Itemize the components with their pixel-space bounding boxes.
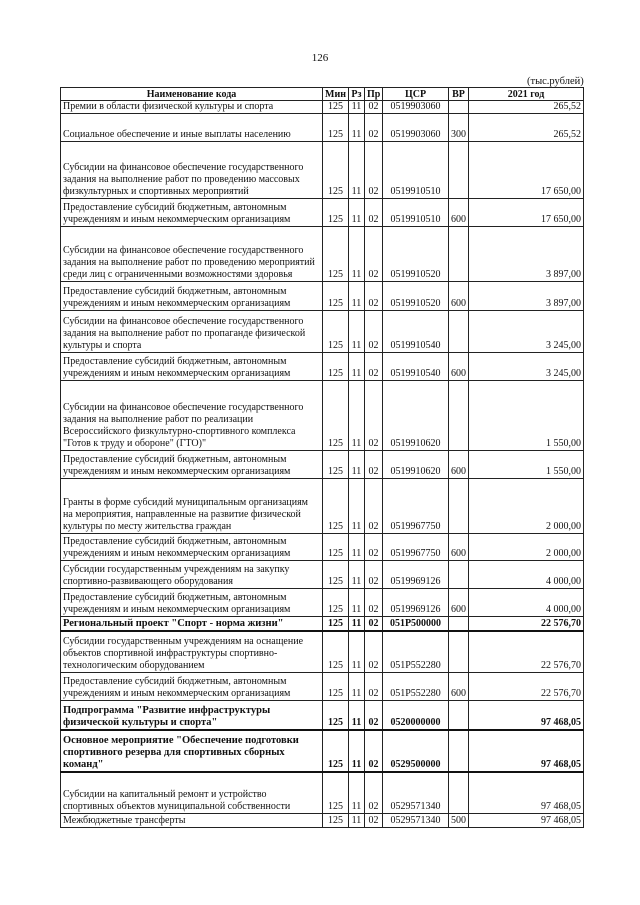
row-rz: 11: [349, 142, 365, 199]
row-amount: 3 245,00: [469, 353, 584, 381]
row-rz: 11: [349, 701, 365, 730]
row-min: 125: [323, 451, 349, 479]
row-amount: 4 000,00: [469, 589, 584, 617]
row-rz: 11: [349, 589, 365, 617]
table-row-project: [61, 617, 584, 631]
row-name: Гранты в форме субсидий муниципальным организациям на мероприятия, направленные на развитие физической культуры по месту жительства граждан: [61, 479, 323, 534]
row-pr: 02: [365, 227, 383, 282]
row-rz: 11: [349, 199, 365, 227]
table-row: [61, 227, 584, 282]
row-pr: 02: [365, 479, 383, 534]
header-min: Мин: [323, 88, 349, 101]
table-row: [61, 631, 584, 673]
table-row: [61, 114, 584, 142]
row-rz: 11: [349, 353, 365, 381]
row-vr: [449, 701, 469, 730]
row-vr: 600: [449, 353, 469, 381]
row-name: Субсидии на финансовое обеспечение государственного задания на выполнение работ по проведению мероприятий среди лиц с ограниченными возможностями здоровья: [61, 227, 323, 282]
row-amount: 3 897,00: [469, 282, 584, 311]
row-vr: [449, 311, 469, 353]
header-name: Наименование кода: [61, 88, 323, 101]
row-name: Субсидии на капитальный ремонт и устройство спортивных объектов муниципальной собственности: [61, 772, 323, 814]
row-csr: 0519910620: [383, 451, 449, 479]
row-min: 125: [323, 114, 349, 142]
row-name: Премии в области физической культуры и спорта: [61, 101, 323, 114]
row-min: 125: [323, 101, 349, 114]
row-pr: 02: [365, 589, 383, 617]
row-csr: 0519910540: [383, 311, 449, 353]
row-pr: 02: [365, 311, 383, 353]
row-min: 125: [323, 589, 349, 617]
row-pr: 02: [365, 451, 383, 479]
row-csr: 0519903060: [383, 101, 449, 114]
row-pr: 02: [365, 101, 383, 114]
row-name: Предоставление субсидий бюджетным, автономным учреждениям и иным некоммерческим организациям: [61, 589, 323, 617]
row-csr: 0529571340: [383, 814, 449, 828]
row-csr: 0529500000: [383, 730, 449, 772]
row-pr: 02: [365, 730, 383, 772]
row-amount: 97 468,05: [469, 772, 584, 814]
row-vr: [449, 227, 469, 282]
header-csr: ЦСР: [383, 88, 449, 101]
header-pr: Пр: [365, 88, 383, 101]
row-vr: [449, 479, 469, 534]
row-csr: 0519967750: [383, 479, 449, 534]
row-amount: 1 550,00: [469, 381, 584, 451]
row-rz: 11: [349, 730, 365, 772]
table-row: [61, 101, 584, 114]
row-pr: 02: [365, 199, 383, 227]
row-csr: 0519910620: [383, 381, 449, 451]
table-row: [61, 199, 584, 227]
row-rz: 11: [349, 101, 365, 114]
table-row: [61, 814, 584, 828]
row-name: Региональный проект "Спорт - норма жизни": [61, 617, 323, 631]
table-row-main-activity: [61, 730, 584, 772]
row-rz: 11: [349, 534, 365, 561]
row-csr: 0519910510: [383, 142, 449, 199]
row-vr: 500: [449, 814, 469, 828]
table-row: [61, 534, 584, 561]
table-row: [61, 589, 584, 617]
row-rz: 11: [349, 814, 365, 828]
row-vr: [449, 631, 469, 673]
row-name: Предоставление субсидий бюджетным, автономным учреждениям и иным некоммерческим организациям: [61, 673, 323, 701]
row-name: Предоставление субсидий бюджетным, автономным учреждениям и иным некоммерческим организациям: [61, 199, 323, 227]
row-min: 125: [323, 561, 349, 589]
row-rz: 11: [349, 673, 365, 701]
row-csr: 0519967750: [383, 534, 449, 561]
row-name: Субсидии на финансовое обеспечение государственного задания на выполнение работ по пропаганде физической культуры и спорта: [61, 311, 323, 353]
row-pr: 02: [365, 534, 383, 561]
table-row: [61, 381, 584, 451]
page-number: 126: [311, 52, 329, 64]
row-amount: 265,52: [469, 101, 584, 114]
row-name: Подпрограмма "Развитие инфраструктуры физической культуры и спорта": [61, 701, 323, 730]
table-row-subprogram: [61, 701, 584, 730]
table-row: [61, 772, 584, 814]
row-min: 125: [323, 199, 349, 227]
row-amount: 265,52: [469, 114, 584, 142]
row-csr: 051P552280: [383, 631, 449, 673]
row-amount: 17 650,00: [469, 142, 584, 199]
table-header-row: [61, 88, 584, 101]
row-vr: 600: [449, 199, 469, 227]
row-amount: 97 468,05: [469, 814, 584, 828]
table-row: [61, 561, 584, 589]
row-vr: 600: [449, 451, 469, 479]
row-pr: 02: [365, 673, 383, 701]
row-pr: 02: [365, 631, 383, 673]
table-row: [61, 451, 584, 479]
row-name: Субсидии государственным учреждениям на закупку спортивно-развивающего оборудования: [61, 561, 323, 589]
row-rz: 11: [349, 479, 365, 534]
row-rz: 11: [349, 381, 365, 451]
row-pr: 02: [365, 701, 383, 730]
row-csr: 0519910510: [383, 199, 449, 227]
row-amount: 2 000,00: [469, 479, 584, 534]
row-rz: 11: [349, 227, 365, 282]
row-vr: 600: [449, 673, 469, 701]
row-min: 125: [323, 142, 349, 199]
row-rz: 11: [349, 451, 365, 479]
row-min: 125: [323, 772, 349, 814]
row-amount: 22 576,70: [469, 617, 584, 631]
row-name: Основное мероприятие "Обеспечение подготовки спортивного резерва для спортивных сборных команд": [61, 730, 323, 772]
row-name: Социальное обеспечение и иные выплаты населению: [61, 114, 323, 142]
row-amount: 4 000,00: [469, 561, 584, 589]
budget-table: [60, 87, 584, 828]
row-min: 125: [323, 730, 349, 772]
row-vr: [449, 561, 469, 589]
row-vr: 600: [449, 282, 469, 311]
row-rz: 11: [349, 311, 365, 353]
row-min: 125: [323, 617, 349, 631]
row-pr: 02: [365, 381, 383, 451]
row-rz: 11: [349, 772, 365, 814]
row-amount: 1 550,00: [469, 451, 584, 479]
row-name: Субсидии на финансовое обеспечение государственного задания на выполнение работ по проведению массовых физкультурных и спортивных мероприятий: [61, 142, 323, 199]
row-min: 125: [323, 479, 349, 534]
table-row: [61, 142, 584, 199]
header-rz: Рз: [349, 88, 365, 101]
row-vr: 300: [449, 114, 469, 142]
row-pr: 02: [365, 353, 383, 381]
row-csr: 0519910520: [383, 227, 449, 282]
row-vr: [449, 730, 469, 772]
table-row: [61, 353, 584, 381]
row-rz: 11: [349, 631, 365, 673]
units-label: (тыс.рублей): [527, 76, 584, 87]
row-name: Межбюджетные трансферты: [61, 814, 323, 828]
row-pr: 02: [365, 114, 383, 142]
row-csr: 0519969126: [383, 561, 449, 589]
row-min: 125: [323, 814, 349, 828]
row-rz: 11: [349, 282, 365, 311]
row-rz: 11: [349, 561, 365, 589]
row-pr: 02: [365, 282, 383, 311]
row-min: 125: [323, 282, 349, 311]
row-min: 125: [323, 631, 349, 673]
row-pr: 02: [365, 142, 383, 199]
row-name: Предоставление субсидий бюджетным, автономным учреждениям и иным некоммерческим организациям: [61, 534, 323, 561]
row-name: Субсидии на финансовое обеспечение государственного задания на выполнение работ по реализации Всероссийского физкультурно-спортивного комплекса "Готов к труду и обороне" (ГТО)": [61, 381, 323, 451]
row-csr: 051P500000: [383, 617, 449, 631]
row-min: 125: [323, 534, 349, 561]
table-row: [61, 282, 584, 311]
row-name: Предоставление субсидий бюджетным, автономным учреждениям и иным некоммерческим организациям: [61, 353, 323, 381]
table-row: [61, 673, 584, 701]
row-csr: 0519969126: [383, 589, 449, 617]
row-amount: 22 576,70: [469, 631, 584, 673]
row-csr: 0519903060: [383, 114, 449, 142]
row-pr: 02: [365, 617, 383, 631]
row-name: Предоставление субсидий бюджетным, автономным учреждениям и иным некоммерческим организациям: [61, 282, 323, 311]
row-vr: [449, 381, 469, 451]
row-vr: [449, 142, 469, 199]
row-vr: [449, 101, 469, 114]
row-min: 125: [323, 701, 349, 730]
row-amount: 3 897,00: [469, 227, 584, 282]
row-pr: 02: [365, 561, 383, 589]
table-row: [61, 479, 584, 534]
row-rz: 11: [349, 114, 365, 142]
row-amount: 22 576,70: [469, 673, 584, 701]
row-amount: 97 468,05: [469, 730, 584, 772]
row-pr: 02: [365, 772, 383, 814]
row-name: Субсидии государственным учреждениям на оснащение объектов спортивной инфраструктуры спортивно-технологическим оборудованием: [61, 631, 323, 673]
row-min: 125: [323, 673, 349, 701]
row-csr: 051P552280: [383, 673, 449, 701]
row-rz: 11: [349, 617, 365, 631]
row-min: 125: [323, 311, 349, 353]
row-vr: [449, 772, 469, 814]
row-vr: 600: [449, 534, 469, 561]
row-amount: 97 468,05: [469, 701, 584, 730]
row-csr: 0519910520: [383, 282, 449, 311]
row-csr: 0520000000: [383, 701, 449, 730]
row-amount: 2 000,00: [469, 534, 584, 561]
row-vr: 600: [449, 589, 469, 617]
row-amount: 3 245,00: [469, 311, 584, 353]
row-min: 125: [323, 353, 349, 381]
header-year: 2021 год: [469, 88, 584, 101]
row-min: 125: [323, 381, 349, 451]
row-amount: 17 650,00: [469, 199, 584, 227]
row-pr: 02: [365, 814, 383, 828]
row-csr: 0519910540: [383, 353, 449, 381]
table-row: [61, 311, 584, 353]
header-vr: ВР: [449, 88, 469, 101]
row-vr: [449, 617, 469, 631]
row-min: 125: [323, 227, 349, 282]
row-name: Предоставление субсидий бюджетным, автономным учреждениям и иным некоммерческим организациям: [61, 451, 323, 479]
row-csr: 0529571340: [383, 772, 449, 814]
